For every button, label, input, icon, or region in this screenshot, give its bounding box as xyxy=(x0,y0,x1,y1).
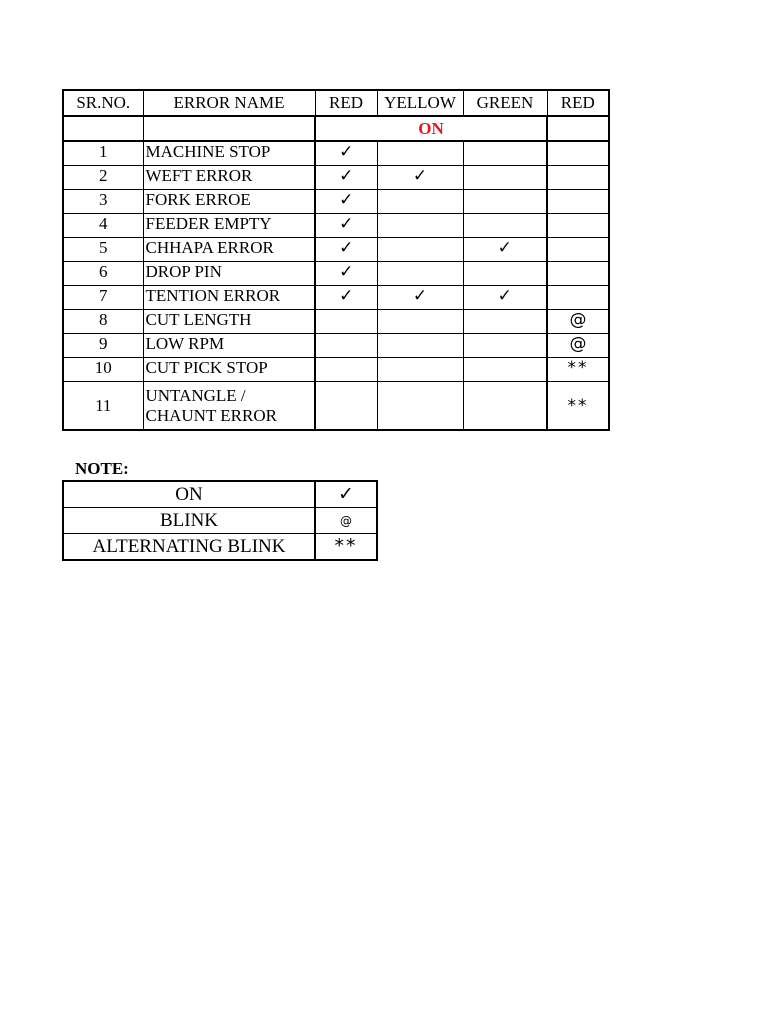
red-2-indicator xyxy=(547,286,609,310)
error-name: CUT PICK STOP xyxy=(143,358,315,382)
on-row xyxy=(63,116,609,141)
on-row-empty xyxy=(547,116,609,141)
error-name: FORK ERROE xyxy=(143,190,315,214)
green-indicator: ✓ xyxy=(463,238,547,262)
yellow-indicator: ✓ xyxy=(377,166,463,190)
row-number: 9 xyxy=(63,334,143,358)
yellow-indicator xyxy=(377,382,463,431)
error-name: FEEDER EMPTY xyxy=(143,214,315,238)
row-number: 5 xyxy=(63,238,143,262)
row-number: 11 xyxy=(63,382,143,431)
table-row xyxy=(63,286,609,310)
row-number: 8 xyxy=(63,310,143,334)
red-indicator: ✓ xyxy=(315,166,377,190)
row-number: 10 xyxy=(63,358,143,382)
green-indicator xyxy=(463,382,547,431)
yellow-indicator xyxy=(377,190,463,214)
red-indicator xyxy=(315,334,377,358)
red-indicator xyxy=(315,358,377,382)
legend-label: BLINK xyxy=(63,508,315,534)
yellow-indicator xyxy=(377,214,463,238)
header-error-name: ERROR NAME xyxy=(143,90,315,116)
row-number: 3 xyxy=(63,190,143,214)
red-indicator: ✓ xyxy=(315,238,377,262)
on-row-empty xyxy=(63,116,143,141)
error-name-line-2: CHAUNT ERROR xyxy=(145,405,277,425)
red-indicator xyxy=(315,382,377,431)
header-sr-no: SR.NO. xyxy=(63,90,143,116)
error-name: CHHAPA ERROR xyxy=(143,238,315,262)
on-label: ON xyxy=(315,116,547,141)
error-name-line-1: UNTANGLE / xyxy=(145,385,246,405)
table-row xyxy=(63,358,609,382)
red-indicator xyxy=(315,310,377,334)
header-green: GREEN xyxy=(463,90,547,116)
error-name: CUT LENGTH xyxy=(143,310,315,334)
green-indicator xyxy=(463,310,547,334)
red-2-indicator: ** xyxy=(547,358,609,382)
green-indicator xyxy=(463,262,547,286)
yellow-indicator xyxy=(377,262,463,286)
red-indicator: ✓ xyxy=(315,190,377,214)
row-number: 7 xyxy=(63,286,143,310)
error-name: MACHINE STOP xyxy=(143,141,315,166)
legend-symbol: ** xyxy=(315,534,377,561)
legend-label: ON xyxy=(63,481,315,508)
error-name xyxy=(143,382,315,431)
header-yellow: YELLOW xyxy=(377,90,463,116)
note-title: NOTE: xyxy=(75,459,129,478)
red-indicator: ✓ xyxy=(315,262,377,286)
red-indicator: ✓ xyxy=(315,214,377,238)
red-2-indicator xyxy=(547,141,609,166)
row-number: 4 xyxy=(63,214,143,238)
red-2-indicator: @ xyxy=(547,334,609,358)
table-row xyxy=(63,214,609,238)
yellow-indicator xyxy=(377,141,463,166)
red-indicator: ✓ xyxy=(315,141,377,166)
error-indicator-table xyxy=(62,89,610,431)
header-row xyxy=(63,90,609,116)
green-indicator xyxy=(463,334,547,358)
error-name: LOW RPM xyxy=(143,334,315,358)
green-indicator xyxy=(463,214,547,238)
legend-row xyxy=(63,481,377,508)
table-row xyxy=(63,141,609,166)
legend-symbol: @ xyxy=(315,508,377,534)
yellow-indicator xyxy=(377,238,463,262)
red-2-indicator: @ xyxy=(547,310,609,334)
red-2-indicator xyxy=(547,262,609,286)
error-name: WEFT ERROR xyxy=(143,166,315,190)
header-red-2: RED xyxy=(547,90,609,116)
row-number: 6 xyxy=(63,262,143,286)
note-legend-table xyxy=(62,480,378,561)
table-row xyxy=(63,334,609,358)
legend-label: ALTERNATING BLINK xyxy=(63,534,315,561)
red-2-indicator xyxy=(547,166,609,190)
table-row xyxy=(63,382,609,431)
green-indicator xyxy=(463,358,547,382)
row-number: 2 xyxy=(63,166,143,190)
red-2-indicator xyxy=(547,190,609,214)
table-row xyxy=(63,262,609,286)
red-2-indicator xyxy=(547,214,609,238)
red-2-indicator: ** xyxy=(547,382,609,431)
red-indicator: ✓ xyxy=(315,286,377,310)
row-number: 1 xyxy=(63,141,143,166)
yellow-indicator: ✓ xyxy=(377,286,463,310)
green-indicator xyxy=(463,141,547,166)
error-name: TENTION ERROR xyxy=(143,286,315,310)
yellow-indicator xyxy=(377,310,463,334)
red-2-indicator xyxy=(547,238,609,262)
table-row xyxy=(63,310,609,334)
green-indicator xyxy=(463,166,547,190)
table-row xyxy=(63,238,609,262)
header-red: RED xyxy=(315,90,377,116)
yellow-indicator xyxy=(377,358,463,382)
legend-row xyxy=(63,508,377,534)
green-indicator xyxy=(463,190,547,214)
table-row xyxy=(63,166,609,190)
legend-symbol: ✓ xyxy=(315,481,377,508)
on-row-empty xyxy=(143,116,315,141)
error-name: DROP PIN xyxy=(143,262,315,286)
table-row xyxy=(63,190,609,214)
yellow-indicator xyxy=(377,334,463,358)
legend-row xyxy=(63,534,377,561)
green-indicator: ✓ xyxy=(463,286,547,310)
